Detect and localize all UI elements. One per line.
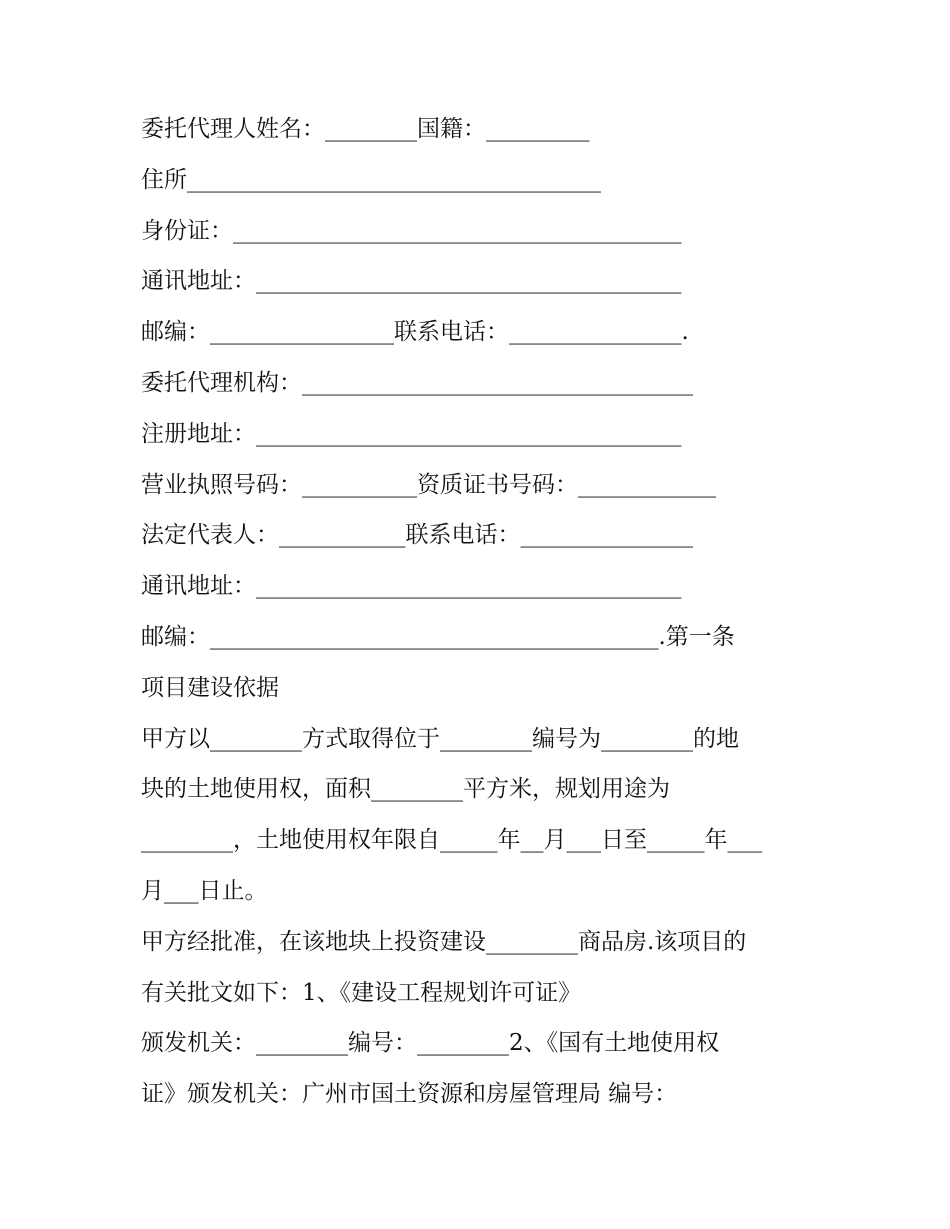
registered-address-line: 注册地址：_____________________________________	[141, 420, 682, 447]
approval-documents-line: 有关批文如下：1、《建设工程规划许可证》	[141, 979, 582, 1006]
land-use-term-line: ________，土地使用权年限自_____年__月___日至_____年___	[141, 827, 762, 854]
project-basis-heading: 项目建设依据	[141, 674, 279, 701]
land-certificate-authority-line: 证》颁发机关：广州市国土资源和房屋管理局 编号：	[141, 1081, 678, 1108]
residence-line: 住所____________________________________	[141, 166, 601, 193]
land-use-area-line: 块的土地使用权，面积________平方米，规划用途为	[141, 776, 670, 803]
construction-approval-line: 甲方经批准，在该地块上投资建设________商品房.该项目的	[141, 928, 747, 955]
mailing-address-line: 通讯地址：_____________________________________	[141, 268, 682, 295]
agency-mailing-address-line: 通讯地址：_____________________________________	[141, 573, 682, 600]
land-acquisition-line: 甲方以________方式取得位于________编号为________的地	[141, 725, 739, 752]
agent-name-nationality-line: 委托代理人姓名：________国籍：_________	[141, 116, 590, 142]
land-use-term-end-line: 月___日止。	[141, 877, 268, 904]
postcode-phone-line: 邮编：________________联系电话：_______________.	[141, 319, 689, 346]
issuing-authority-line: 颁发机关：________编号：________2、《国有土地使用权	[141, 1030, 720, 1057]
legal-representative-line: 法定代表人：___________联系电话：_______________	[141, 522, 693, 549]
license-certificate-line: 营业执照号码：__________资质证书号码：____________	[141, 471, 716, 498]
document-body	[141, 104, 831, 1120]
agency-line: 委托代理机构：__________________________________	[141, 369, 693, 396]
agency-postcode-article-line: 邮编：_______________________________________.第一条	[141, 623, 735, 650]
id-card-line: 身份证：_______________________________________	[141, 217, 682, 244]
